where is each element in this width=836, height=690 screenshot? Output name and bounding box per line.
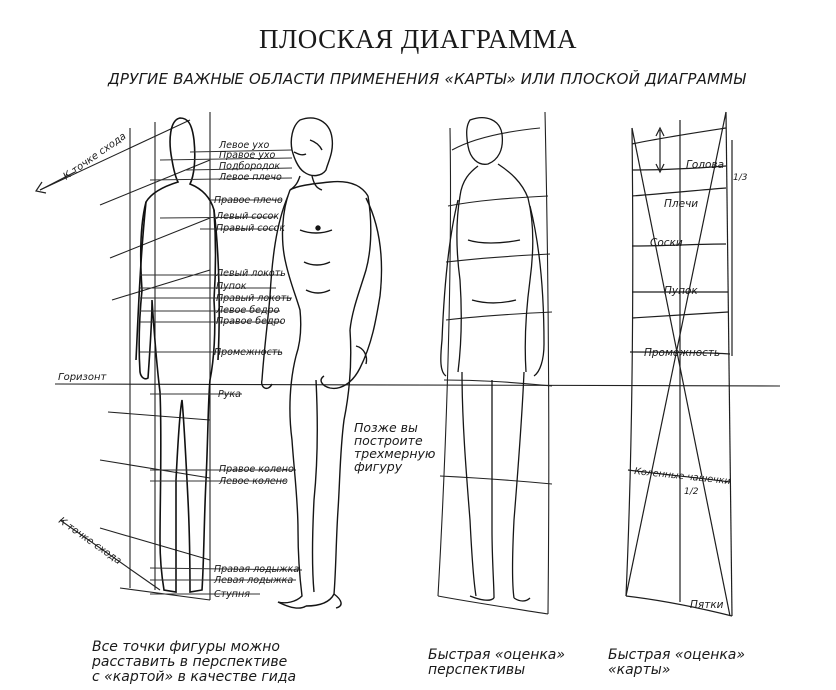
page-subtitle: ДРУГИЕ ВАЖНЫЕ ОБЛАСТИ ПРИМЕНЕНИЯ «КАРТЫ» ИЛИ ПЛОСКОЙ ДИАГРАММЫ (108, 70, 746, 88)
landmark-label: Правое бедро (216, 316, 286, 327)
note-3d-figure (354, 420, 435, 474)
caption-right (608, 648, 745, 678)
landmark-label: Левый сосок (216, 211, 280, 222)
landmark-label: Правая лодыжка (214, 564, 300, 575)
landmark-label: Левое плечо (219, 172, 282, 183)
map-label-half: 1/2 (684, 487, 699, 497)
map-label-navel: Пупок (664, 285, 698, 297)
landmark-label: Левая лодыжка (214, 575, 294, 586)
landmark-label: Правое плечо (214, 195, 283, 206)
landmark-label: Правое колено (219, 464, 294, 475)
caption-line: перспективы (428, 662, 526, 678)
horizon-label: Горизонт (58, 372, 107, 383)
caption-line: с «картой» в качестве гида (92, 669, 297, 685)
map-label-crotch: Промежность (644, 347, 721, 359)
landmark-label: Левое ухо (219, 140, 270, 151)
caption-line: Быстрая «оценка» (608, 647, 746, 663)
note-line: фигуру (354, 459, 403, 474)
caption-left (92, 640, 296, 685)
map-label-kneecaps: Коленные чашечки (633, 466, 732, 488)
page-title: ПЛОСКАЯ ДИАГРАММА (258, 24, 577, 54)
landmark-label: Правое ухо (219, 150, 276, 161)
caption-line: Все точки фигуры можно (92, 639, 280, 655)
note-line: трехмерную (354, 446, 436, 461)
map-label-shoulders: Плечи (664, 198, 699, 210)
map-label-nipples: Соски (650, 237, 683, 249)
caption-line: расставить в перспективе (92, 654, 288, 670)
vanishing-label-top: К точке схода (61, 130, 129, 183)
landmark-label: Промежность (214, 347, 283, 358)
landmark-label: Левое колено (219, 476, 288, 487)
map-label-head: Голова (686, 159, 725, 171)
caption-middle (428, 648, 565, 678)
landmark-label: Левый локоть (216, 268, 286, 279)
landmark-label: Правый сосок (216, 223, 286, 234)
sketched-3d-figure (262, 118, 382, 608)
map-label-third: 1/3 (733, 173, 748, 183)
map-label-heels: Пятки (690, 599, 724, 611)
caption-line: Быстрая «оценка» (428, 647, 566, 663)
landmark-label: Левое бедро (216, 305, 280, 316)
landmark-labels (213, 140, 299, 600)
landmark-label: Ступня (214, 589, 250, 600)
perspective-estimate-box (438, 112, 552, 614)
vanishing-label-bottom: К точке схода (56, 515, 124, 567)
note-line: построите (354, 433, 423, 448)
note-line: Позже вы (354, 420, 418, 435)
landmark-label: Подбородок (219, 161, 281, 172)
caption-line: «карты» (608, 662, 671, 678)
landmark-label: Рука (218, 389, 241, 400)
landmark-label: Пупок (216, 281, 247, 292)
flat-figure-silhouette (136, 118, 219, 592)
landmark-label: Правый локоть (216, 293, 292, 304)
horizon-line (55, 384, 780, 386)
perspective-estimate-figure (441, 118, 544, 601)
map-estimate-frame (626, 112, 732, 616)
